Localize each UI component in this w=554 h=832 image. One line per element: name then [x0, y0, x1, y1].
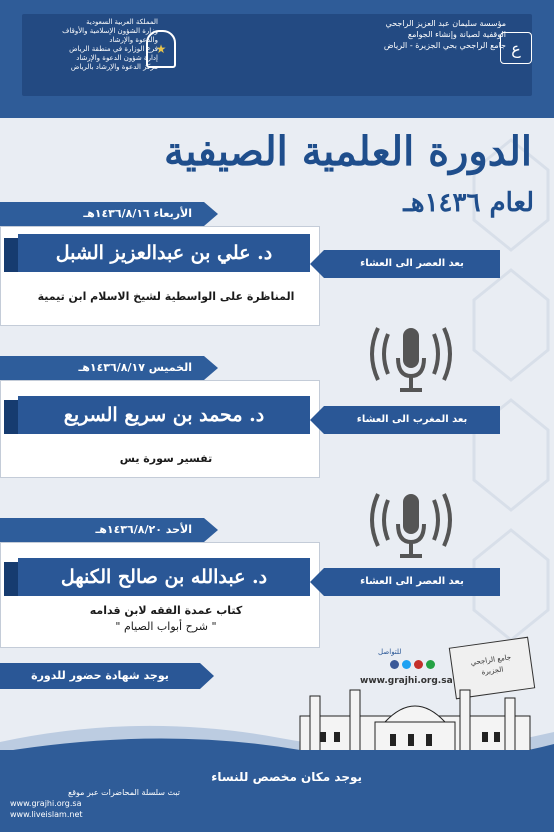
org-left-text [38, 18, 158, 72]
footer-link-grajhi[interactable]: www.grajhi.org.sa [10, 799, 82, 808]
page-title: الدورة العلمية الصيفية [163, 128, 533, 175]
stamp-line: جامع الراجحي [470, 653, 512, 667]
org-left-line: مركز الدعوة والإرشاد بالرياض [70, 63, 158, 71]
stamp-line: الجزيرة [480, 665, 504, 677]
session-time-2: بعد المغرب الى العشاء [324, 406, 500, 434]
social-icons [390, 660, 435, 669]
mosque-skyline-image [290, 686, 540, 756]
session-topic-2: تفسير سورة يس [119, 452, 213, 465]
org-right-line: مؤسسة سليمان عبد العزيز الراجحي [385, 19, 506, 28]
women-note: يوجد مكان مخصص للنساء [211, 770, 362, 784]
social-label: للتواصل [378, 648, 402, 656]
org-left-line: فرع الوزارة في منطقة الرياض [69, 45, 158, 53]
footer-link-liveislam[interactable]: www.liveislam.net [10, 810, 83, 819]
certificate-banner: يوجد شهادة حضور للدورة [0, 663, 200, 689]
org-left-line: المملكة العربية السعودية [86, 18, 158, 26]
broadcast-note: تبث سلسلة المحاضرات عبر موقع [67, 788, 180, 797]
logo-glyph: ع [511, 38, 521, 58]
session-time-1: بعد العصر الى العشاء [324, 250, 500, 278]
footer-sites [10, 787, 180, 820]
session-time-3: بعد العصر الى العشاء [324, 568, 500, 596]
twitter-icon[interactable] [402, 660, 411, 669]
session-topic-3-sub: " شرح أبواب الصيام " [115, 620, 217, 633]
org-left-line: إدارة شؤون الدعوة والإرشاد [76, 54, 158, 62]
org-right-text [336, 18, 506, 51]
microphone-icon [358, 474, 464, 566]
speaker-name-3: د. عبدالله بن صالح الكنهل [18, 558, 310, 596]
org-left-line: والدعوة والإرشاد [109, 36, 158, 44]
speaker-name-2: د. محمد بن سريع السريع [18, 396, 310, 434]
org-left-line: وزارة الشؤون الإسلامية والأوقاف [62, 27, 158, 35]
session-topic-3: كتاب عمدة الفقه لابن قدامه [89, 604, 243, 617]
whatsapp-icon[interactable] [426, 660, 435, 669]
org-right-line: الوقفية لصيانة وإنشاء الجوامع [407, 30, 506, 39]
session-date-2: الخميس ١٤٣٦/٨/١٧هـ [0, 356, 204, 380]
session-date-3: الأحد ١٤٣٦/٨/٢٠هـ [0, 518, 204, 542]
facebook-icon[interactable] [390, 660, 399, 669]
youtube-icon[interactable] [414, 660, 423, 669]
year-subtitle: لعام ١٤٣٦هـ [403, 188, 534, 218]
website-link[interactable]: www.grajhi.org.sa [360, 676, 453, 686]
speaker-name-1: د. علي بن عبدالعزيز الشبل [18, 234, 310, 272]
microphone-icon [358, 308, 464, 400]
ministry-logo-icon: ★ [146, 30, 176, 68]
session-date-1: الأربعاء ١٤٣٦/٨/١٦هـ [0, 202, 204, 226]
session-topic-1: المناظرة على الواسطية لشيخ الاسلام ابن تيمية [37, 290, 295, 303]
org-right-line: جامع الراجحي بحي الجزيرة - الرياض [383, 41, 506, 50]
